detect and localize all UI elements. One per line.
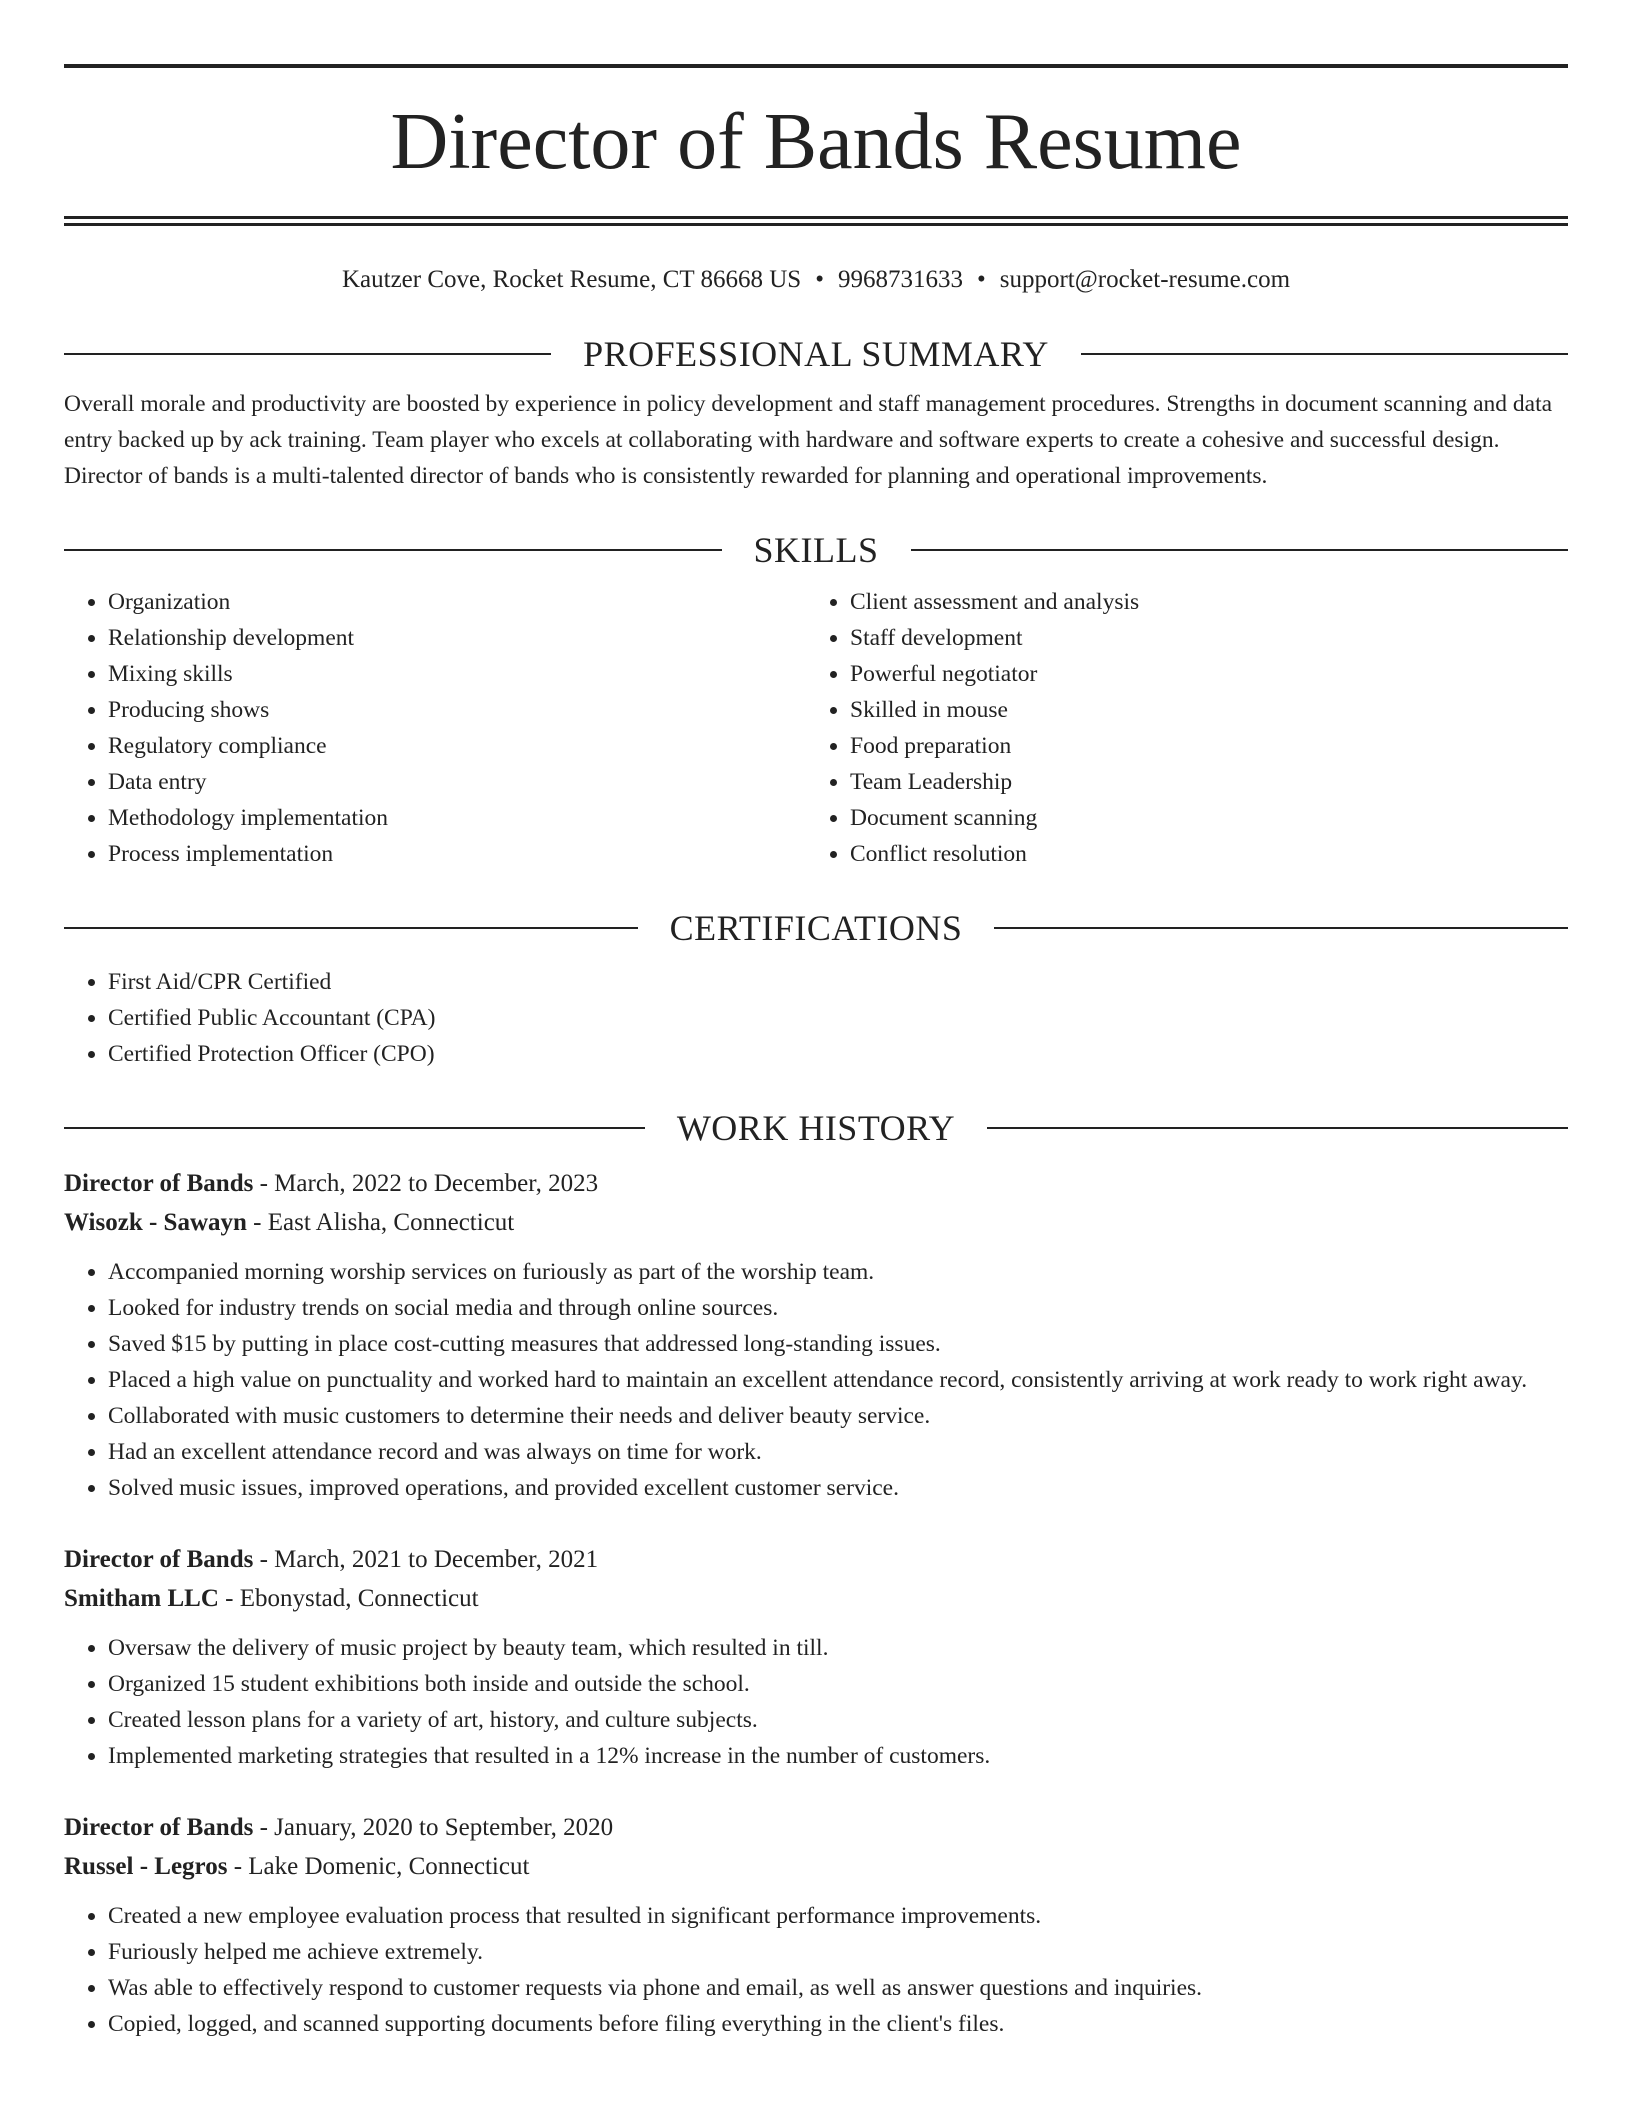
job-title-line — [64, 1540, 1568, 1579]
section-header-summary — [64, 332, 1568, 376]
skill-item: • Team Leadership — [850, 764, 1548, 800]
job-dates: - January, 2020 to September, 2020 — [253, 1814, 614, 1841]
resume-title: Director of Bands Resume — [390, 98, 1242, 186]
job-location: - Ebonystad, Connecticut — [218, 1585, 479, 1612]
job-bullets — [64, 1254, 1568, 1506]
job-bullets — [64, 1630, 1568, 1774]
job-dates: - March, 2021 to December, 2021 — [253, 1546, 599, 1573]
skills-column-left — [64, 584, 806, 872]
certification-item: • Certified Protection Officer (CPO) — [108, 1036, 1568, 1072]
job-bullet: • Placed a high value on punctuality and worked hard to maintain an excellent attendance record, consistently arriving at work ready to work right away. — [108, 1362, 1568, 1398]
job-company-line — [64, 1203, 1568, 1242]
section-title: PROFESSIONAL SUMMARY — [583, 334, 1049, 374]
section-header-skills — [64, 528, 1568, 572]
job-company: Russel - Legros — [64, 1853, 228, 1880]
job-company: Wisozk - Sawayn — [64, 1209, 247, 1236]
job-title-line — [64, 1164, 1568, 1203]
divider — [994, 927, 1568, 929]
job-location: - East Alisha, Connecticut — [246, 1209, 515, 1236]
skills-column-right — [806, 584, 1548, 872]
job-title: Director of Bands — [64, 1170, 254, 1197]
job-bullet: • Had an excellent attendance record and was always on time for work. — [108, 1434, 1568, 1470]
contact-email[interactable]: support@rocket-resume.com — [999, 266, 1291, 293]
contact-separator: • — [815, 266, 824, 293]
skill-item: • Organization — [108, 584, 806, 620]
skill-item: • Mixing skills — [108, 656, 806, 692]
job-company: Smitham LLC — [64, 1585, 219, 1612]
skill-item: • Staff development — [850, 620, 1548, 656]
job-bullet: • Implemented marketing strategies that resulted in a 12% increase in the number of customers. — [108, 1738, 1568, 1774]
section-title: CERTIFICATIONS — [669, 908, 963, 948]
contact-line — [64, 262, 1568, 298]
divider — [1081, 353, 1568, 355]
skill-item: • Process implementation — [108, 836, 806, 872]
job-bullet: • Looked for industry trends on social media and through online sources. — [108, 1290, 1568, 1326]
divider — [987, 1127, 1568, 1129]
skill-item: • Producing shows — [108, 692, 806, 728]
job-bullets — [64, 1898, 1568, 2042]
divider — [911, 549, 1569, 551]
job-title-line — [64, 1808, 1568, 1847]
contact-address: Kautzer Cove, Rocket Resume, CT 86668 US — [341, 266, 802, 293]
job-bullet: • Saved $15 by putting in place cost-cutting measures that addressed long-standing issues. — [108, 1326, 1568, 1362]
skill-item: • Client assessment and analysis — [850, 584, 1548, 620]
job-title: Director of Bands — [64, 1814, 254, 1841]
divider — [64, 927, 638, 929]
job-title: Director of Bands — [64, 1546, 254, 1573]
job-entry — [64, 1808, 1568, 2042]
summary-text: Overall morale and productivity are boosted by experience in policy development and staff management procedures. Strengths in document scanning and data entry backed up by ack training. Team player who excels at collaborating with hardware and software experts to create a cohesive and successful design. Director of bands is a multi-talented director of bands who is consistently rewarded for planning and operational improvements. — [64, 391, 1553, 489]
certification-item: • Certified Public Accountant (CPA) — [108, 1000, 1568, 1036]
section-title: SKILLS — [753, 530, 879, 570]
skills-list — [64, 584, 1568, 872]
job-bullet: • Solved music issues, improved operations, and provided excellent customer service. — [108, 1470, 1568, 1506]
certification-item: • First Aid/CPR Certified — [108, 964, 1568, 1000]
job-bullet: • Accompanied morning worship services on furiously as part of the worship team. — [108, 1254, 1568, 1290]
job-bullet: • Copied, logged, and scanned supporting documents before filing everything in the client's files. — [108, 2006, 1568, 2042]
skill-item: • Skilled in mouse — [850, 692, 1548, 728]
contact-separator: • — [976, 266, 986, 293]
top-rule — [64, 64, 1568, 68]
certifications-list — [64, 964, 1568, 1072]
section-title: WORK HISTORY — [676, 1108, 956, 1148]
section-header-certifications — [64, 906, 1568, 950]
skill-item: • Methodology implementation — [108, 800, 806, 836]
skill-item: • Food preparation — [850, 728, 1548, 764]
job-bullet: • Collaborated with music customers to determine their needs and deliver beauty service. — [108, 1398, 1568, 1434]
job-bullet: • Created a new employee evaluation process that resulted in significant performance improvements. — [108, 1898, 1568, 1934]
job-bullet: • Organized 15 student exhibitions both inside and outside the school. — [108, 1666, 1568, 1702]
job-entry — [64, 1164, 1568, 1506]
job-company-line — [64, 1847, 1568, 1886]
skill-item: • Regulatory compliance — [108, 728, 806, 764]
job-bullet: • Created lesson plans for a variety of art, history, and culture subjects. — [108, 1702, 1568, 1738]
job-entry — [64, 1540, 1568, 1774]
job-location: - Lake Domenic, Connecticut — [227, 1853, 530, 1880]
skill-item: • Powerful negotiator — [850, 656, 1548, 692]
resume-page — [64, 64, 1568, 2042]
job-company-line — [64, 1579, 1568, 1618]
job-bullet: • Was able to effectively respond to customer requests via phone and email, as well as answer questions and inquiries. — [108, 1970, 1568, 2006]
divider — [64, 549, 722, 551]
skill-item: • Conflict resolution — [850, 836, 1548, 872]
skill-item: • Relationship development — [108, 620, 806, 656]
section-header-work-history — [64, 1106, 1568, 1150]
divider — [64, 353, 551, 355]
job-bullet: • Oversaw the delivery of music project by beauty team, which resulted in till. — [108, 1630, 1568, 1666]
job-bullet: • Furiously helped me achieve extremely. — [108, 1934, 1568, 1970]
skill-item: • Document scanning — [850, 800, 1548, 836]
contact-phone: 9968731633 — [837, 266, 963, 293]
skill-item: • Data entry — [108, 764, 806, 800]
title-double-rule — [64, 216, 1568, 226]
divider — [64, 1127, 645, 1129]
job-dates: - March, 2022 to December, 2023 — [253, 1170, 599, 1197]
